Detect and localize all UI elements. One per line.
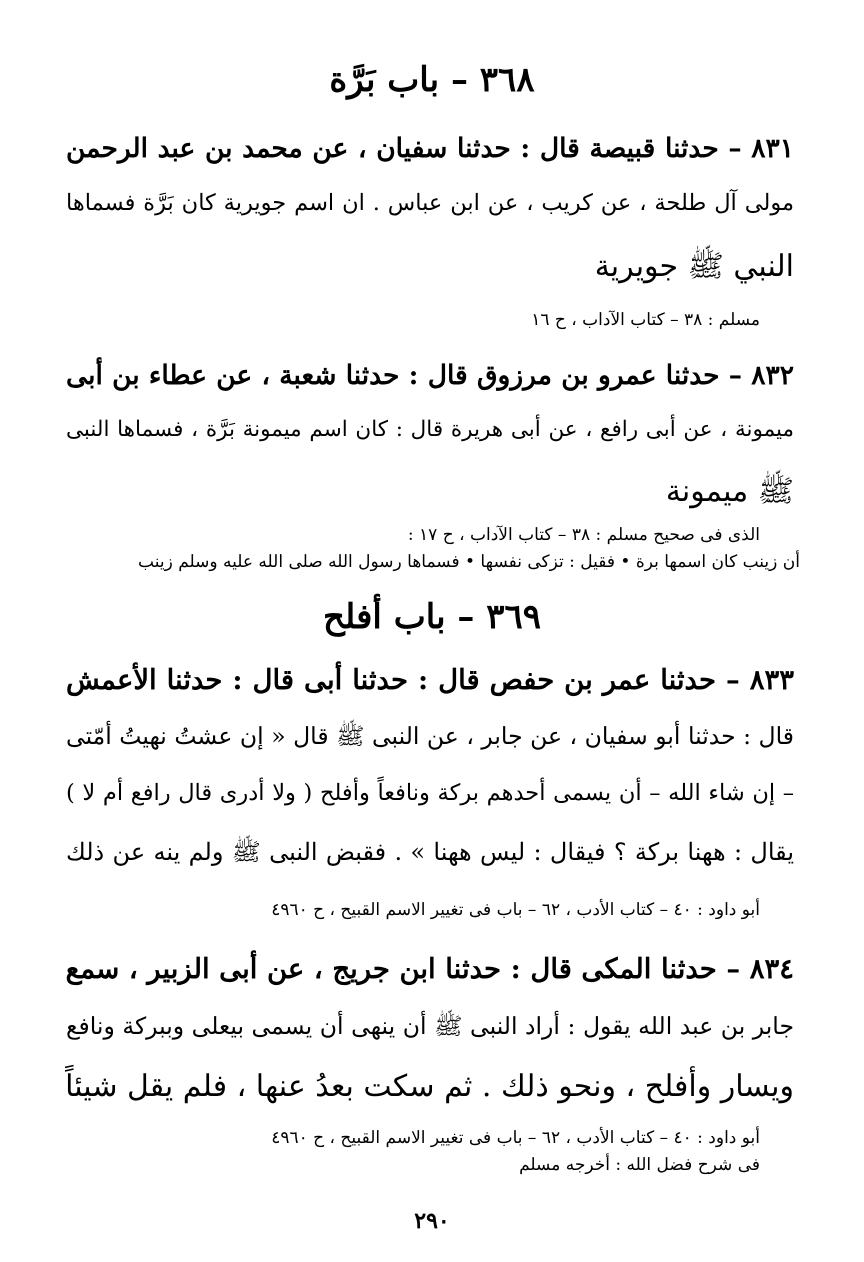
hadith-833-line-2: قال : حدثنا أبو سفيان ، عن جابر ، عن النبى ﷺ قال « إن عشتُ نهيتُ أمّتى	[66, 722, 794, 750]
hadith-832-line-3: ﷺ ميمونة	[665, 474, 794, 509]
hadith-833-reference: أبو داود : ٤٠ – كتاب الأدب ، ٦٢ – باب فى تغيير الاسم القبيح ، ح ٤٩٦٠	[271, 900, 760, 920]
hadith-834-reference: أبو داود : ٤٠ – كتاب الأدب ، ٦٢ – باب فى تغيير الاسم القبيح ، ح ٤٩٦٠	[271, 1128, 760, 1148]
hadith-831-reference: مسلم : ٣٨ – كتاب الآداب ، ح ١٦	[531, 310, 760, 330]
hadith-831-line-3: النبي ﷺ جويرية	[594, 249, 794, 284]
hadith-832-reference: الذى فى صحيح مسلم : ٣٨ – كتاب الآداب ، ح ١٧ :	[407, 525, 760, 545]
hadith-831-line-2: مولى آل طلحة ، عن كريب ، عن ابن عباس . ان اسم جويرية كان بَرَّة فسماها	[66, 190, 794, 216]
hadith-834-line-1: ٨٣٤ – حدثنا المكى قال : حدثنا ابن جريج ، عن أبى الزبير ، سمع	[65, 953, 794, 985]
hadith-833-line-3: – إن شاء الله – أن يسمى أحدهم بركة ونافعاً وأفلح ( ولا أدرى قال رافع أم لا )	[66, 780, 794, 806]
hadith-834-line-2: جابر بن عبد الله يقول : أراد النبى ﷺ أن ينهى أن يسمى بيعلى وببركة ونافع	[66, 1012, 794, 1040]
chapter-heading-369: ٣٦٩ – باب أفلح	[322, 597, 542, 637]
hadith-832-line-2: ميمونة ، عن أبى رافع ، عن أبى هريرة قال : كان اسم ميمونة بَرَّة ، فسماها النبى	[66, 417, 794, 442]
hadith-834-line-3: ويسار وأفلح ، ونحو ذلك . ثم سكت بعدُ عنها ، فلم يقل شيئاً	[65, 1069, 794, 1104]
hadith-832-line-1: ٨٣٢ – حدثنا عمرو بن مرزوق قال : حدثنا شعبة ، عن عطاء بن أبى	[66, 360, 794, 391]
hadith-834-note: فى شرح فضل الله : أخرجه مسلم	[519, 1155, 760, 1175]
hadith-833-line-1: ٨٣٣ – حدثنا عمر بن حفص قال : حدثنا أبى قال : حدثنا الأعمش	[66, 664, 794, 696]
hadith-832-note: أن زينب كان اسمها برة • فقيل : تزكى نفسها • فسماها رسول الله صلى الله عليه وسلم زينب	[138, 552, 800, 572]
page-number: ٢٩٠	[414, 1208, 450, 1234]
chapter-heading-368: ٣٦٨ – باب بَرَّة	[329, 60, 535, 100]
hadith-833-line-4: يقال : ههنا بركة ؟ فيقال : ليس ههنا » . فقبض النبى ﷺ ولم ينه عن ذلك	[66, 838, 794, 866]
hadith-831-line-1: ٨٣١ – حدثنا قبيصة قال : حدثنا سفيان ، عن محمد بن عبد الرحمن	[66, 133, 794, 164]
